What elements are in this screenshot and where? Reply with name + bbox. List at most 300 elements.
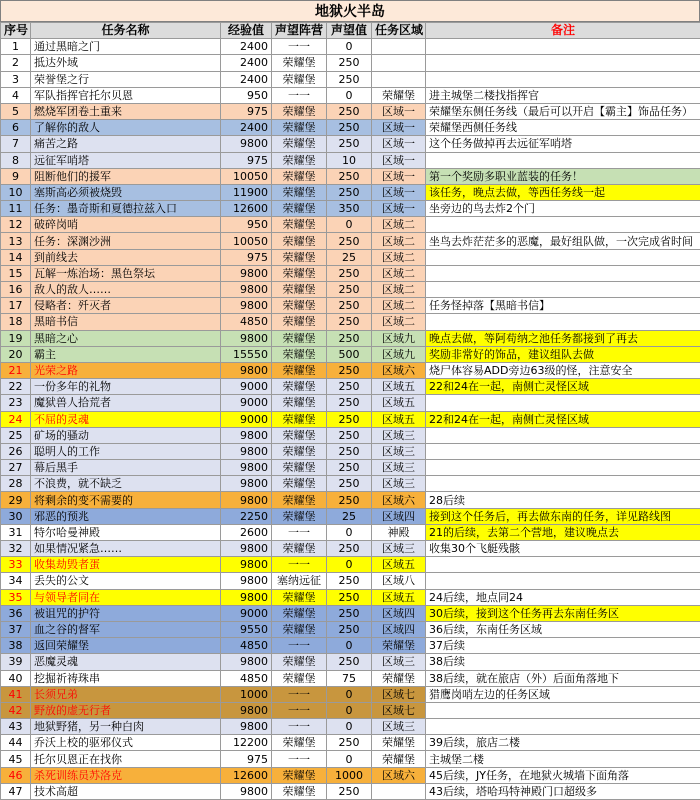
row-rep: 250 <box>327 427 372 443</box>
row-rep: 250 <box>327 783 372 799</box>
row-exp: 2400 <box>221 39 272 55</box>
row-rep: 250 <box>327 71 372 87</box>
row-area: 区域一 <box>372 136 426 152</box>
row-exp: 9800 <box>221 573 272 589</box>
table-row <box>1 476 700 492</box>
table-row <box>1 735 700 751</box>
row-rep: 250 <box>327 476 372 492</box>
row-faction: 荣耀堡 <box>272 233 327 249</box>
row-faction: 荣耀堡 <box>272 55 327 71</box>
table-row <box>1 460 700 476</box>
row-name: 魔狱兽人拾荒者 <box>31 395 221 411</box>
row-rep: 0 <box>327 557 372 573</box>
row-exp: 12200 <box>221 735 272 751</box>
row-faction: 荣耀堡 <box>272 605 327 621</box>
row-area <box>372 783 426 799</box>
row-rep: 250 <box>327 379 372 395</box>
table-row <box>1 39 700 55</box>
row-no: 12 <box>1 217 31 233</box>
row-faction: 荣耀堡 <box>272 767 327 783</box>
row-name: 光荣之路 <box>31 362 221 378</box>
row-rep: 250 <box>327 233 372 249</box>
row-note: 主城堡二楼 <box>426 751 700 767</box>
row-faction: 一一 <box>272 524 327 540</box>
row-exp: 9800 <box>221 589 272 605</box>
row-name: 远征军哨塔 <box>31 152 221 168</box>
row-no: 35 <box>1 589 31 605</box>
row-no: 5 <box>1 103 31 119</box>
row-name: 血之谷的督军 <box>31 621 221 637</box>
table-row <box>1 573 700 589</box>
row-rep: 250 <box>327 330 372 346</box>
row-faction: 荣耀堡 <box>272 103 327 119</box>
row-name: 技术高超 <box>31 783 221 799</box>
row-name: 瓦解一炼治场：黑色祭坛 <box>31 265 221 281</box>
row-exp: 9800 <box>221 443 272 459</box>
row-no: 41 <box>1 686 31 702</box>
row-no: 22 <box>1 379 31 395</box>
row-no: 13 <box>1 233 31 249</box>
row-area: 区域五 <box>372 379 426 395</box>
row-exp: 4850 <box>221 670 272 686</box>
header-faction: 声望阵营 <box>272 23 327 39</box>
table-row <box>1 71 700 87</box>
row-exp: 12600 <box>221 767 272 783</box>
row-exp: 9550 <box>221 621 272 637</box>
row-name: 黑暗书信 <box>31 314 221 330</box>
row-note: 任务怪掉落【黑暗书信】 <box>426 298 700 314</box>
row-note <box>426 460 700 476</box>
row-no: 7 <box>1 136 31 152</box>
row-name: 地狱野猪，另一种白肉 <box>31 719 221 735</box>
row-area <box>372 55 426 71</box>
row-exp: 2600 <box>221 524 272 540</box>
row-exp: 1000 <box>221 686 272 702</box>
row-rep: 0 <box>327 524 372 540</box>
row-faction: 荣耀堡 <box>272 783 327 799</box>
row-note <box>426 573 700 589</box>
row-exp: 4850 <box>221 638 272 654</box>
row-faction: 荣耀堡 <box>272 735 327 751</box>
row-note <box>426 39 700 55</box>
row-exp: 4850 <box>221 314 272 330</box>
row-exp: 2400 <box>221 71 272 87</box>
row-rep: 0 <box>327 217 372 233</box>
row-rep: 250 <box>327 184 372 200</box>
row-note <box>426 314 700 330</box>
row-area <box>372 39 426 55</box>
row-faction: 一一 <box>272 686 327 702</box>
row-faction: 荣耀堡 <box>272 362 327 378</box>
row-rep: 0 <box>327 751 372 767</box>
row-name: 返回荣耀堡 <box>31 638 221 654</box>
row-name: 恶魔灵魂 <box>31 654 221 670</box>
row-faction: 一一 <box>272 719 327 735</box>
row-faction: 荣耀堡 <box>272 184 327 200</box>
row-note: 第一个奖励多职业蓝装的任务！ <box>426 168 700 184</box>
row-note: 接到这个任务后，再去做东南的任务，详见路线图 <box>426 508 700 524</box>
table-row <box>1 751 700 767</box>
row-exp: 9800 <box>221 702 272 718</box>
row-area: 区域三 <box>372 460 426 476</box>
row-area: 区域六 <box>372 362 426 378</box>
row-no: 29 <box>1 492 31 508</box>
table-row <box>1 217 700 233</box>
row-no: 1 <box>1 39 31 55</box>
row-exp: 15550 <box>221 346 272 362</box>
row-no: 26 <box>1 443 31 459</box>
table-row <box>1 55 700 71</box>
table-row <box>1 492 700 508</box>
row-note <box>426 282 700 298</box>
table-row <box>1 136 700 152</box>
row-note: 24后续，地点同24 <box>426 589 700 605</box>
row-note: 坐旁边的鸟去炸2个门 <box>426 201 700 217</box>
row-area: 区域四 <box>372 508 426 524</box>
row-note: 43后续，塔哈玛特神殿门口超级多 <box>426 783 700 799</box>
row-rep: 250 <box>327 168 372 184</box>
row-faction: 荣耀堡 <box>272 589 327 605</box>
row-faction: 荣耀堡 <box>272 136 327 152</box>
row-note <box>426 217 700 233</box>
row-exp: 975 <box>221 751 272 767</box>
row-exp: 9800 <box>221 476 272 492</box>
row-no: 43 <box>1 719 31 735</box>
row-area: 区域三 <box>372 427 426 443</box>
table-row <box>1 589 700 605</box>
row-no: 27 <box>1 460 31 476</box>
row-rep: 0 <box>327 702 372 718</box>
table-row <box>1 233 700 249</box>
row-area: 区域一 <box>372 168 426 184</box>
row-no: 33 <box>1 557 31 573</box>
row-faction: 一一 <box>272 638 327 654</box>
row-exp: 2250 <box>221 508 272 524</box>
row-faction: 荣耀堡 <box>272 541 327 557</box>
row-area: 区域一 <box>372 103 426 119</box>
row-area: 区域七 <box>372 702 426 718</box>
row-note: 39后续，旅店二楼 <box>426 735 700 751</box>
row-no: 11 <box>1 201 31 217</box>
table-row <box>1 298 700 314</box>
table-row <box>1 395 700 411</box>
row-note: 22和24在一起，南侧亡灵怪区域 <box>426 379 700 395</box>
header-name: 任务名称 <box>31 23 221 39</box>
row-faction: 荣耀堡 <box>272 314 327 330</box>
row-note <box>426 443 700 459</box>
row-name: 军队指挥官托尔贝恩 <box>31 87 221 103</box>
row-faction: 荣耀堡 <box>272 120 327 136</box>
row-name: 被诅咒的护符 <box>31 605 221 621</box>
row-faction: 一一 <box>272 557 327 573</box>
table-row <box>1 719 700 735</box>
row-note <box>426 55 700 71</box>
row-no: 18 <box>1 314 31 330</box>
row-exp: 9800 <box>221 783 272 799</box>
table-row <box>1 508 700 524</box>
row-faction: 塞纳远征 <box>272 573 327 589</box>
row-rep: 250 <box>327 654 372 670</box>
table-row <box>1 184 700 200</box>
row-exp: 9800 <box>221 136 272 152</box>
row-area: 区域二 <box>372 298 426 314</box>
row-name: 长须兄弟 <box>31 686 221 702</box>
row-name: 特尔哈曼神殿 <box>31 524 221 540</box>
row-area: 荣耀堡 <box>372 735 426 751</box>
row-note: 37后续 <box>426 638 700 654</box>
row-exp: 9000 <box>221 411 272 427</box>
row-area: 区域九 <box>372 330 426 346</box>
row-area: 区域九 <box>372 346 426 362</box>
sheet-title: 地狱火半岛 <box>0 0 700 22</box>
row-area: 区域二 <box>372 282 426 298</box>
table-row <box>1 120 700 136</box>
row-name: 任务：墨奇斯和夏德拉兹入口 <box>31 201 221 217</box>
row-no: 4 <box>1 87 31 103</box>
row-name: 矿场的骚动 <box>31 427 221 443</box>
row-rep: 250 <box>327 735 372 751</box>
row-name: 如果情况紧急…… <box>31 541 221 557</box>
row-area: 区域五 <box>372 395 426 411</box>
row-rep: 250 <box>327 589 372 605</box>
table-row <box>1 103 700 119</box>
row-no: 42 <box>1 702 31 718</box>
header-exp: 经验值 <box>221 23 272 39</box>
row-name: 破碎岗哨 <box>31 217 221 233</box>
row-note: 奖励非常好的饰品，建议组队去做 <box>426 346 700 362</box>
row-exp: 9000 <box>221 605 272 621</box>
row-exp: 2400 <box>221 120 272 136</box>
row-no: 47 <box>1 783 31 799</box>
row-note: 荣耀堡东侧任务线（最后可以开启【霸主】饰品任务） <box>426 103 700 119</box>
row-no: 46 <box>1 767 31 783</box>
row-faction: 一一 <box>272 751 327 767</box>
row-no: 39 <box>1 654 31 670</box>
row-exp: 2400 <box>221 55 272 71</box>
row-name: 收集劫毁者蛋 <box>31 557 221 573</box>
row-name: 挖掘祈祷珠串 <box>31 670 221 686</box>
row-rep: 0 <box>327 39 372 55</box>
table-row <box>1 541 700 557</box>
row-rep: 250 <box>327 492 372 508</box>
table-row <box>1 427 700 443</box>
row-faction: 荣耀堡 <box>272 282 327 298</box>
row-faction: 荣耀堡 <box>272 249 327 265</box>
row-exp: 9800 <box>221 541 272 557</box>
row-no: 30 <box>1 508 31 524</box>
table-row <box>1 654 700 670</box>
row-area: 区域一 <box>372 184 426 200</box>
table-row <box>1 670 700 686</box>
row-note <box>426 702 700 718</box>
row-area: 区域三 <box>372 541 426 557</box>
row-no: 16 <box>1 282 31 298</box>
row-faction: 荣耀堡 <box>272 508 327 524</box>
row-no: 8 <box>1 152 31 168</box>
table-row <box>1 686 700 702</box>
row-name: 燃烧军团卷土重来 <box>31 103 221 119</box>
row-rep: 250 <box>327 541 372 557</box>
row-rep: 25 <box>327 249 372 265</box>
row-area: 荣耀堡 <box>372 638 426 654</box>
row-no: 17 <box>1 298 31 314</box>
row-faction: 荣耀堡 <box>272 476 327 492</box>
row-area: 区域二 <box>372 217 426 233</box>
row-rep: 250 <box>327 605 372 621</box>
row-area: 区域三 <box>372 719 426 735</box>
row-no: 2 <box>1 55 31 71</box>
row-name: 痛苦之路 <box>31 136 221 152</box>
row-no: 15 <box>1 265 31 281</box>
row-note: 烧尸体容易ADD旁边63级的怪，注意安全 <box>426 362 700 378</box>
row-area: 区域五 <box>372 411 426 427</box>
row-rep: 0 <box>327 87 372 103</box>
table-row <box>1 87 700 103</box>
row-note: 28后续 <box>426 492 700 508</box>
row-exp: 9800 <box>221 460 272 476</box>
row-exp: 9000 <box>221 379 272 395</box>
row-exp: 9800 <box>221 492 272 508</box>
row-name: 黑暗之心 <box>31 330 221 346</box>
row-rep: 250 <box>327 136 372 152</box>
row-faction: 荣耀堡 <box>272 443 327 459</box>
row-rep: 250 <box>327 120 372 136</box>
row-note <box>426 71 700 87</box>
row-exp: 9800 <box>221 427 272 443</box>
row-exp: 9800 <box>221 362 272 378</box>
row-note <box>426 557 700 573</box>
row-faction: 荣耀堡 <box>272 654 327 670</box>
row-faction: 荣耀堡 <box>272 265 327 281</box>
row-area: 区域一 <box>372 152 426 168</box>
row-note: 38后续，就在旅店（外）后面角落地下 <box>426 670 700 686</box>
row-no: 10 <box>1 184 31 200</box>
row-exp: 9800 <box>221 330 272 346</box>
row-no: 36 <box>1 605 31 621</box>
row-rep: 0 <box>327 686 372 702</box>
row-no: 32 <box>1 541 31 557</box>
row-note: 坐鸟去炸茫茫多的恶魔，最好组队做，一次完成省时间 <box>426 233 700 249</box>
row-name: 乔沃上校的驱邪仪式 <box>31 735 221 751</box>
row-area: 区域三 <box>372 476 426 492</box>
row-rep: 350 <box>327 201 372 217</box>
row-area: 区域一 <box>372 201 426 217</box>
row-name: 抵达外域 <box>31 55 221 71</box>
row-faction: 荣耀堡 <box>272 201 327 217</box>
row-area: 荣耀堡 <box>372 670 426 686</box>
row-note: 收集30个飞艇残骸 <box>426 541 700 557</box>
row-name: 不浪费，就不缺乏 <box>31 476 221 492</box>
row-faction: 荣耀堡 <box>272 217 327 233</box>
table-row <box>1 330 700 346</box>
row-rep: 250 <box>327 460 372 476</box>
row-rep: 75 <box>327 670 372 686</box>
table-row <box>1 783 700 799</box>
row-name: 霸主 <box>31 346 221 362</box>
row-faction: 荣耀堡 <box>272 411 327 427</box>
header-note: 备注 <box>426 23 700 39</box>
row-no: 38 <box>1 638 31 654</box>
row-name: 托尔贝恩正在找你 <box>31 751 221 767</box>
table-row <box>1 314 700 330</box>
row-area <box>372 71 426 87</box>
row-no: 3 <box>1 71 31 87</box>
row-name: 丢失的公文 <box>31 573 221 589</box>
table-row <box>1 379 700 395</box>
row-rep: 250 <box>327 103 372 119</box>
row-area: 荣耀堡 <box>372 751 426 767</box>
row-faction: 荣耀堡 <box>272 152 327 168</box>
row-area: 区域七 <box>372 686 426 702</box>
row-faction: 一一 <box>272 39 327 55</box>
row-note <box>426 427 700 443</box>
row-name: 一份多年的礼物 <box>31 379 221 395</box>
row-faction: 荣耀堡 <box>272 379 327 395</box>
row-exp: 9800 <box>221 265 272 281</box>
row-area: 区域四 <box>372 605 426 621</box>
row-note: 进主城堡二楼找指挥官 <box>426 87 700 103</box>
row-name: 杀死训练员苏洛克 <box>31 767 221 783</box>
row-area: 区域二 <box>372 265 426 281</box>
row-rep: 1000 <box>327 767 372 783</box>
row-name: 通过黑暗之门 <box>31 39 221 55</box>
row-exp: 9800 <box>221 719 272 735</box>
row-note: 36后续，东南任务区域 <box>426 621 700 637</box>
row-no: 37 <box>1 621 31 637</box>
row-note: 30后续，接到这个任务再去东南任务区 <box>426 605 700 621</box>
row-name: 野放的虚无行者 <box>31 702 221 718</box>
row-no: 40 <box>1 670 31 686</box>
table-row <box>1 201 700 217</box>
row-note <box>426 152 700 168</box>
table-row <box>1 282 700 298</box>
row-name: 邪恶的预兆 <box>31 508 221 524</box>
row-no: 6 <box>1 120 31 136</box>
row-note: 荣耀堡西侧任务线 <box>426 120 700 136</box>
row-name: 任务：深渊沙洲 <box>31 233 221 249</box>
row-rep: 25 <box>327 508 372 524</box>
row-rep: 250 <box>327 265 372 281</box>
row-area: 神殿 <box>372 524 426 540</box>
row-rep: 250 <box>327 621 372 637</box>
row-rep: 0 <box>327 719 372 735</box>
row-note: 该任务，晚点去做，等西任务线一起 <box>426 184 700 200</box>
table-row <box>1 702 700 718</box>
header-no: 序号 <box>1 23 31 39</box>
table-body <box>1 39 700 800</box>
row-area: 区域五 <box>372 557 426 573</box>
row-exp: 12600 <box>221 201 272 217</box>
row-exp: 10050 <box>221 233 272 249</box>
row-faction: 荣耀堡 <box>272 71 327 87</box>
table-row <box>1 362 700 378</box>
row-exp: 9800 <box>221 298 272 314</box>
row-rep: 250 <box>327 362 372 378</box>
row-name: 到前线去 <box>31 249 221 265</box>
row-area: 区域二 <box>372 249 426 265</box>
row-note <box>426 249 700 265</box>
row-faction: 荣耀堡 <box>272 621 327 637</box>
row-name: 荣誉堡之行 <box>31 71 221 87</box>
row-note: 38后续 <box>426 654 700 670</box>
row-no: 24 <box>1 411 31 427</box>
table-row <box>1 605 700 621</box>
row-faction: 荣耀堡 <box>272 460 327 476</box>
row-name: 不屈的灵魂 <box>31 411 221 427</box>
row-no: 31 <box>1 524 31 540</box>
row-exp: 975 <box>221 103 272 119</box>
table-row <box>1 638 700 654</box>
